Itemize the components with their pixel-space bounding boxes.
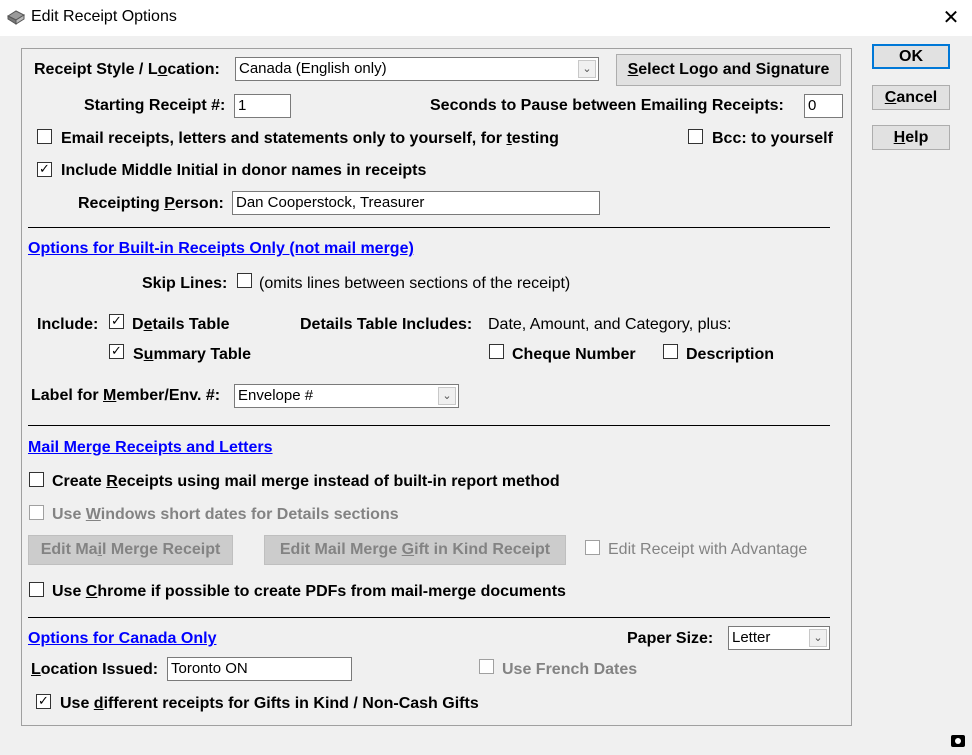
paper-size-select[interactable]: Letter ⌄ [728,626,830,650]
location-issued-input[interactable]: Toronto ON [167,657,352,681]
gifts-in-kind-checkbox[interactable] [36,694,51,709]
receipt-style-select[interactable]: Canada (English only) ⌄ [235,57,599,81]
receipting-person-label: Receipting Person: [78,195,224,212]
include-label: Include: [37,316,99,333]
member-env-label: Label for Member/Env. #: [31,387,221,404]
ok-button[interactable]: OK [872,44,950,69]
description-checkbox[interactable] [663,344,678,359]
use-chrome-label[interactable]: Use Chrome if possible to create PDFs from mail-merge documents [52,583,566,600]
member-env-select[interactable]: Envelope # ⌄ [234,384,459,408]
location-issued-label: Location Issued: [31,661,159,678]
cancel-button[interactable]: Cancel [872,85,950,110]
email-only-yourself-label[interactable]: Email receipts, letters and statements only to yourself, for testing [61,130,559,147]
middle-initial-checkbox[interactable] [37,162,52,177]
details-includes-label: Details Table Includes: [300,316,473,333]
email-only-yourself-checkbox[interactable] [37,129,52,144]
canada-options-heading[interactable]: Options for Canada Only [28,630,217,647]
section-divider [28,227,830,228]
skip-lines-checkbox[interactable] [237,273,252,288]
edit-advantage-label[interactable]: Edit Receipt with Advantage [608,541,808,558]
middle-initial-label[interactable]: Include Middle Initial in donor names in receipts [61,162,427,179]
edit-mail-merge-receipt-button[interactable]: Edit Mail Merge Receipt [28,535,233,565]
camera-icon[interactable] [951,735,965,747]
section-divider [28,425,830,426]
summary-table-label[interactable]: Summary Table [133,346,251,363]
seconds-pause-input[interactable]: 0 [804,94,843,118]
receipt-style-label: Receipt Style / Location: [34,61,220,78]
create-receipts-mm-checkbox[interactable] [29,472,44,487]
seconds-pause-label: Seconds to Pause between Emailing Receipts: [430,97,784,114]
french-dates-checkbox[interactable] [479,659,494,674]
close-icon[interactable]: ✕ [942,7,960,29]
chevron-down-icon[interactable]: ⌄ [578,60,596,78]
chevron-down-icon[interactable]: ⌄ [809,629,827,647]
starting-receipt-input[interactable]: 1 [234,94,291,118]
window-title: Edit Receipt Options [31,8,177,25]
bcc-yourself-label[interactable]: Bcc: to yourself [712,130,833,147]
skip-lines-label: Skip Lines: [142,275,228,292]
edit-advantage-checkbox[interactable] [585,540,600,555]
title-bar [0,0,972,36]
paper-size-label: Paper Size: [627,630,714,647]
bcc-yourself-checkbox[interactable] [688,129,703,144]
summary-table-checkbox[interactable] [109,344,124,359]
mail-merge-heading[interactable]: Mail Merge Receipts and Letters [28,439,273,456]
french-dates-label[interactable]: Use French Dates [502,661,638,678]
cheque-number-label[interactable]: Cheque Number [512,346,636,363]
receipting-person-input[interactable]: Dan Cooperstock, Treasurer [232,191,600,215]
skip-lines-note: (omits lines between sections of the receipt) [259,275,571,292]
windows-dates-checkbox[interactable] [29,505,44,520]
cheque-number-checkbox[interactable] [489,344,504,359]
select-logo-button[interactable]: Select Logo and Signature [616,54,841,86]
use-chrome-checkbox[interactable] [29,582,44,597]
edit-mail-merge-gik-button[interactable]: Edit Mail Merge Gift in Kind Receipt [264,535,566,565]
gifts-in-kind-label[interactable]: Use different receipts for Gifts in Kind / Non-Cash Gifts [60,695,479,712]
details-table-checkbox[interactable] [109,314,124,329]
details-includes-value: Date, Amount, and Category, plus: [488,316,732,333]
help-button[interactable]: Help [872,125,950,150]
starting-receipt-label: Starting Receipt #: [84,97,226,114]
receipt-book-icon [6,8,26,26]
builtin-receipts-heading[interactable]: Options for Built-in Receipts Only (not mail merge) [28,240,414,257]
description-label[interactable]: Description [686,346,775,363]
chevron-down-icon[interactable]: ⌄ [438,387,456,405]
section-divider [28,617,830,618]
create-receipts-mm-label[interactable]: Create Receipts using mail merge instead of built-in report method [52,473,560,490]
details-table-label[interactable]: Details Table [132,316,230,333]
windows-dates-label[interactable]: Use Windows short dates for Details sections [52,506,399,523]
